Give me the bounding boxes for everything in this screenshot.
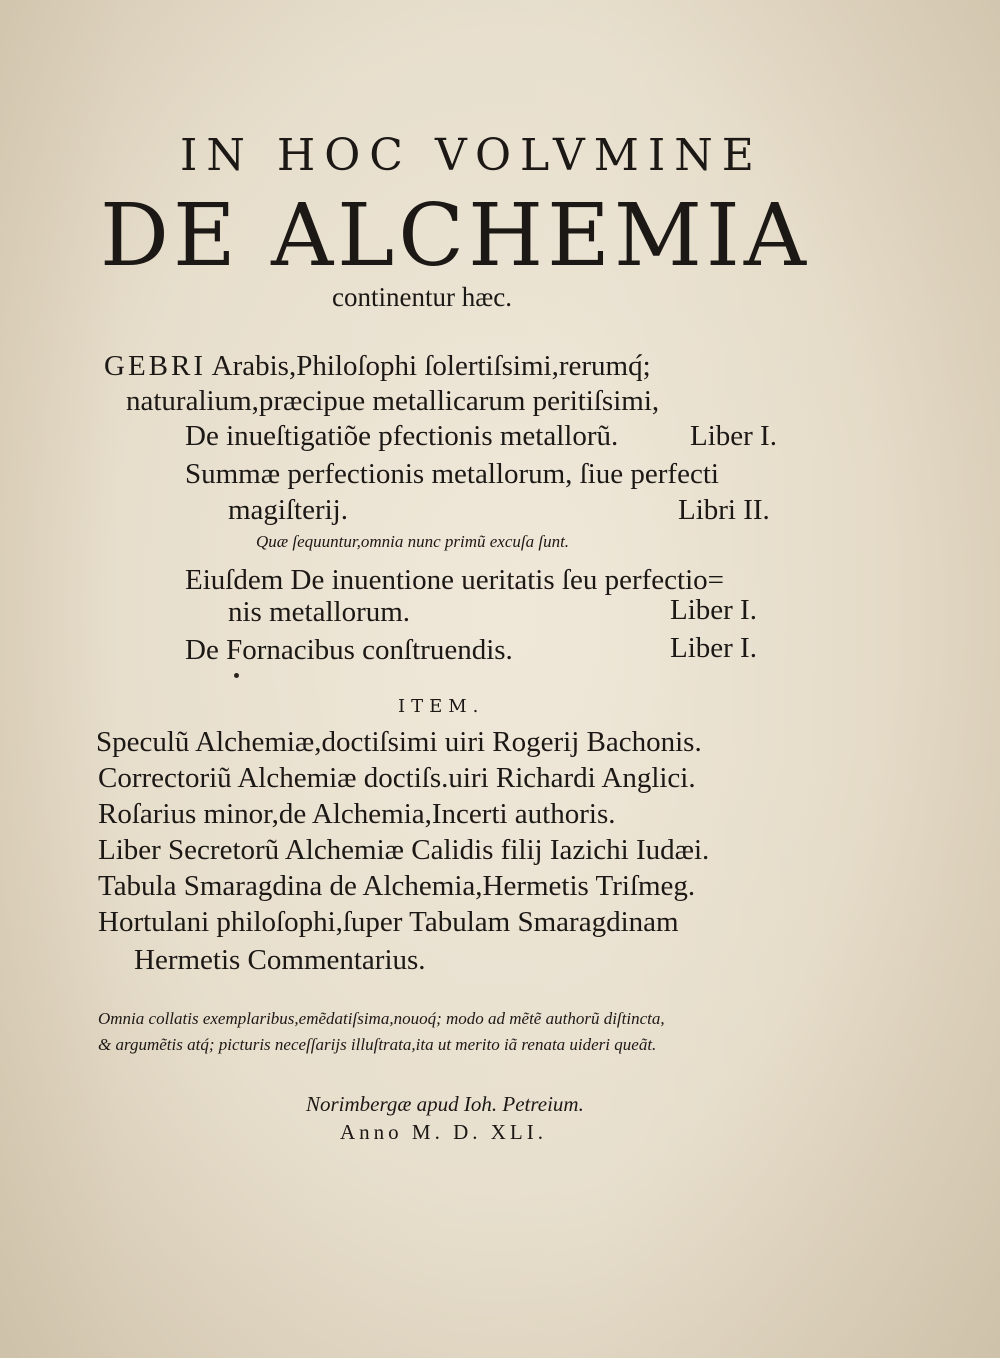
imprint-line-2: Anno M. D. XLI. (340, 1120, 547, 1144)
book-2-tag: Libri II. (678, 494, 770, 526)
gebri-line-2: naturalium,præcipue metallicarum peritiſsimi, (126, 385, 660, 417)
book-1-title: De inueſtigatiõe pfectionis metallorũ. (185, 420, 619, 452)
item-7: Hermetis Commentarius. (134, 944, 426, 976)
book-2-line-1: Summæ perfectionis metallorum, ſiue perfecti (185, 458, 719, 490)
item-4: Liber Secretorũ Alchemiæ Calidis filij Iazichi Iudæi. (98, 834, 710, 866)
eiusdem-tag-1: Liber I. (670, 594, 757, 626)
note-new: Quæ ſequuntur,omnia nunc primũ excuſa ſunt. (256, 532, 570, 551)
item-2: Correctoriũ Alchemiæ doctiſs.uiri Richardi Anglici. (98, 762, 696, 794)
item-1: Speculũ Alchemiæ,doctiſsimi uiri Rogerij Bachonis. (96, 726, 702, 758)
eiusdem-line-2: nis metallorum. (228, 596, 411, 628)
book-2-line-2: magiſterij. (228, 494, 348, 526)
title-line-2: DE ALCHEMIA (100, 186, 810, 286)
gebri-lead: GEBRI (104, 350, 206, 382)
gebri-line-1-rest: Arabis,Philoſophi ſolertiſsimi,rerumq́; (211, 350, 651, 382)
ink-dot (234, 673, 239, 678)
item-heading: ITEM. (398, 696, 485, 717)
book-1-tag: Liber I. (690, 420, 777, 452)
colophon-line-2: & argumẽtis atq́; picturis neceſſarijs illuſtrata,ita ut merito iã renata uideri queãt. (98, 1035, 657, 1054)
item-5: Tabula Smaragdina de Alchemia,Hermetis Triſmeg. (98, 870, 696, 902)
imprint-line-1: Norimbergæ apud Ioh. Petreium. (306, 1092, 584, 1116)
gebri-line-1 (104, 350, 651, 383)
item-3: Roſarius minor,de Alchemia,Incerti authoris. (98, 798, 616, 830)
colophon-line-1: Omnia collatis exemplaribus,emẽdatiſsima,nouoq́; modo ad mẽtẽ authorũ diſtincta, (98, 1009, 665, 1028)
eiusdem-tag-2: Liber I. (670, 632, 757, 664)
title-line-3: continentur hæc. (332, 282, 512, 312)
item-6: Hortulani philoſophi,ſuper Tabulam Smaragdinam (98, 906, 679, 938)
eiusdem-line-3: De Fornacibus conſtruendis. (185, 634, 513, 666)
title-line-1: IN HOC VOLVMINE (180, 130, 763, 181)
eiusdem-line-1: Eiuſdem De inuentione ueritatis ſeu perfectio= (185, 564, 724, 596)
